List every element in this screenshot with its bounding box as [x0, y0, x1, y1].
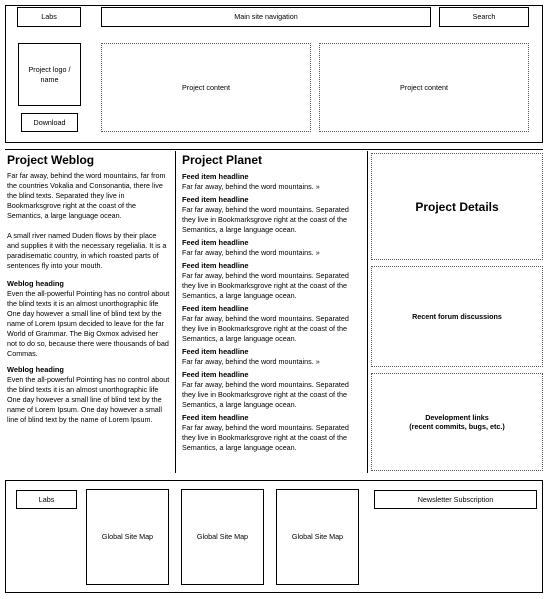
- footer-labs-label: Labs: [38, 494, 55, 504]
- feed-item-headline[interactable]: Feed item headline: [182, 195, 249, 204]
- feed-item-text: Far far away, behind the word mountains. Separated they live in Bookmarksgrove right at the coast of the Semantics, a large language ocean.: [182, 314, 349, 343]
- recent-forum-box: [371, 266, 543, 367]
- feed-item-headline[interactable]: Feed item headline: [182, 347, 249, 356]
- recent-forum-label: Recent forum discussions: [412, 312, 502, 321]
- project-content-left-label: Project content: [182, 82, 230, 92]
- newsletter-subscription[interactable]: [374, 490, 537, 509]
- feed-item-text: Far far away, behind the word mountains. »: [182, 357, 320, 366]
- main-site-navigation[interactable]: [101, 7, 431, 27]
- project-logo-label: Project logo / name: [28, 64, 71, 84]
- feed-item-text: Far far away, behind the word mountains. »: [182, 248, 320, 257]
- weblog-intro-1: Far far away, behind the word mountains, far from the countries Vokalia and Consonantia, there live the blind texts. Separated they live in Bookmarksgrove right at the coast of the Semantics, a large language ocean.: [7, 171, 166, 220]
- global-site-map-label: Global Site Map: [196, 532, 249, 541]
- newsletter-label: Newsletter Subscription: [417, 494, 494, 504]
- project-logo[interactable]: [18, 43, 81, 106]
- weblog-title: Project Weblog: [7, 153, 95, 167]
- global-site-map-3[interactable]: [276, 489, 359, 585]
- global-site-map-2[interactable]: [181, 489, 264, 585]
- project-content-right-label: Project content: [400, 82, 448, 92]
- feed-item-text: Far far away, behind the word mountains. Separated they live in Bookmarksgrove right at the coast of the Semantics, a large language ocean.: [182, 271, 349, 300]
- footer-labs-link[interactable]: [16, 490, 77, 509]
- global-site-map-label: Global Site Map: [101, 532, 154, 541]
- download-label: Download: [33, 117, 66, 127]
- feed-item-headline[interactable]: Feed item headline: [182, 261, 249, 270]
- project-details-box: [371, 153, 543, 260]
- feed-item-headline[interactable]: Feed item headline: [182, 413, 249, 422]
- global-site-map-1[interactable]: [86, 489, 169, 585]
- feed-item-text: Far far away, behind the word mountains. Separated they live in Bookmarksgrove right at the coast of the Semantics, a large language ocean.: [182, 380, 349, 409]
- project-content-right: [319, 43, 529, 132]
- project-details-label: Project Details: [415, 199, 499, 214]
- weblog-heading[interactable]: Weblog heading: [7, 365, 64, 374]
- development-links-label: Development links: [425, 413, 489, 422]
- feed-item-headline[interactable]: Feed item headline: [182, 238, 249, 247]
- feed-item-text: Far far away, behind the word mountains. Separated they live in Bookmarksgrove right at the coast of the Semantics, a large language ocean.: [182, 423, 349, 452]
- weblog-intro-2: A small river named Duden flows by their place and supplies it with the necessary regelialia. It is a paradisematic country, in which roasted parts of sentences fly into your mouth.: [7, 231, 167, 270]
- project-planet: [182, 153, 360, 453]
- global-site-map-label: Global Site Map: [291, 532, 344, 541]
- feed-item-headline[interactable]: Feed item headline: [182, 304, 249, 313]
- weblog-heading[interactable]: Weblog heading: [7, 279, 64, 288]
- labs-link[interactable]: [17, 7, 81, 27]
- labs-label: Labs: [41, 12, 57, 21]
- development-links-sub: (recent commits, bugs, etc.): [409, 422, 505, 431]
- weblog-entry-text: Even the all-powerful Pointing has no control about the blind texts it is an almost unorthographic life One day however a small line of blind text by the name of Lorem Ipsum decided to leave for the far World of Grammar. The Big Oxmox advised her not to do so, because there were thousands of bad Commas.: [7, 289, 170, 358]
- project-content-left: [101, 43, 311, 132]
- download-button[interactable]: [21, 113, 78, 132]
- main-nav-label: Main site navigation: [234, 12, 298, 21]
- search-label: Search: [472, 12, 496, 21]
- weblog-planet-divider: [175, 151, 176, 473]
- planet-sidebar-divider: [367, 151, 368, 473]
- weblog-entry-text: Even the all-powerful Pointing has no control about the blind texts it is an almost unorthographic life One day however a small line of blind text by the name of Lorem Ipsum. One day however a small line of blind text by the name of Lorem Ipsum.: [7, 375, 170, 424]
- search-box[interactable]: [439, 7, 529, 27]
- feed-item-headline[interactable]: Feed item headline: [182, 370, 249, 379]
- middle-top-divider: [5, 149, 543, 150]
- planet-title: Project Planet: [182, 153, 263, 167]
- feed-item-headline[interactable]: Feed item headline: [182, 172, 249, 181]
- feed-item-text: Far far away, behind the word mountains. Separated they live in Bookmarksgrove right at the coast of the Semantics, a large language ocean.: [182, 205, 349, 234]
- development-links-box: [371, 373, 543, 471]
- project-weblog: [7, 153, 170, 425]
- feed-item-text: Far far away, behind the word mountains. »: [182, 182, 320, 191]
